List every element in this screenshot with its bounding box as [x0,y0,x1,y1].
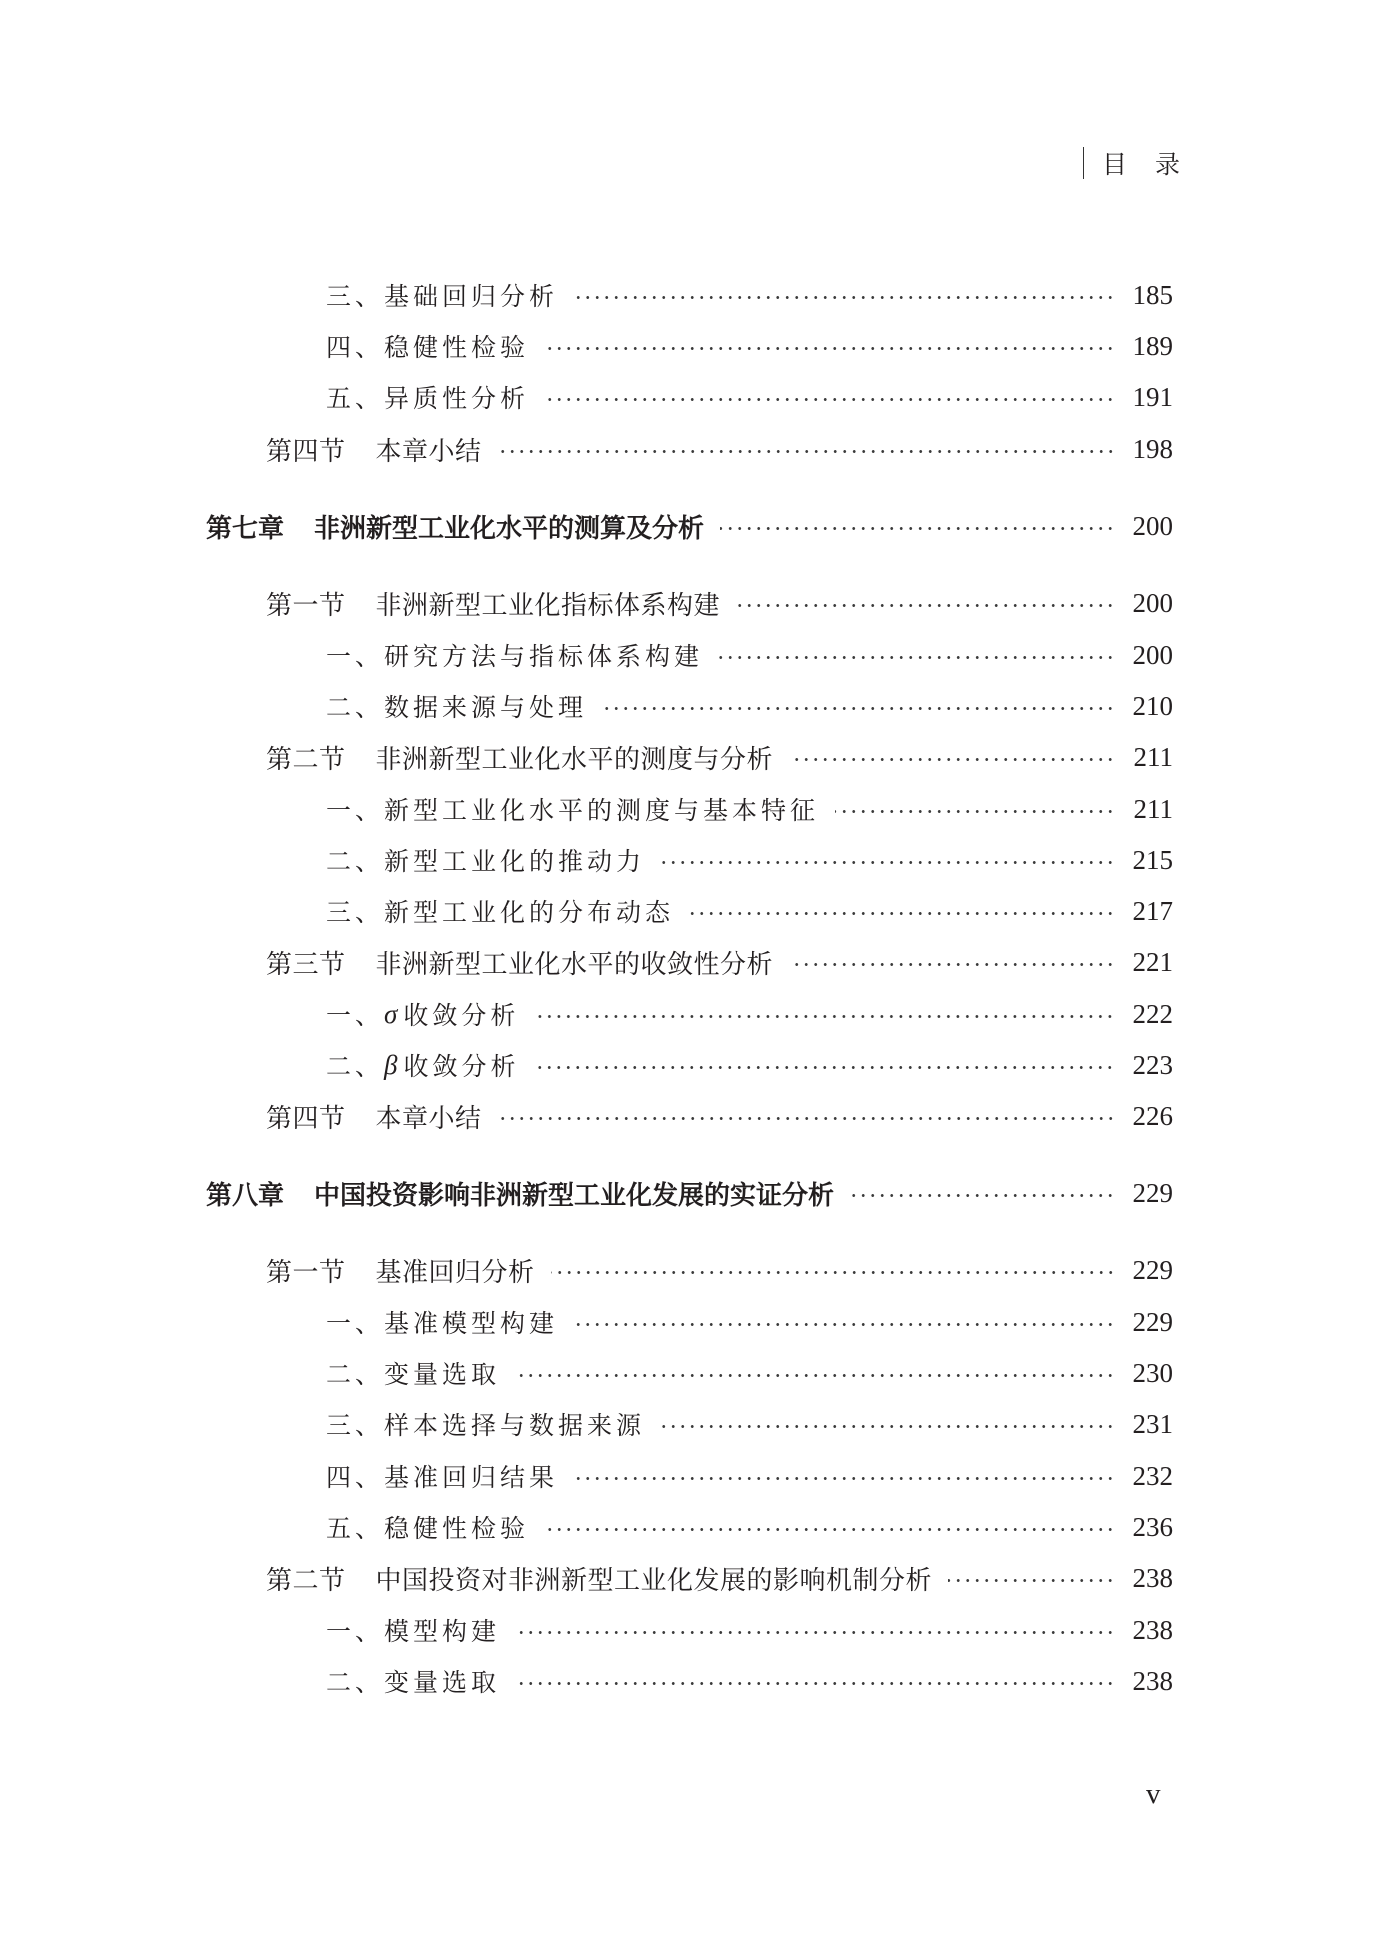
toc-entry-page: 200 [1132,587,1173,618]
dot-leader [603,706,1115,711]
toc-entry-title [266,944,773,981]
toc-entry[interactable] [326,995,1173,1033]
toc-entry-title: 二、新型工业化的推动力 [326,847,646,876]
toc-entry-title: 五、异质性分析 [326,384,530,413]
toc-entry[interactable] [326,1046,1173,1084]
toc-entry[interactable] [326,1508,1173,1546]
toc-entry-page: 232 [1132,1460,1173,1491]
toc-entry-title: 五、稳健性检验 [326,1514,530,1543]
toc-entry-page: 226 [1132,1100,1173,1131]
toc-entry-title [206,1175,834,1212]
toc-entry-page: 217 [1132,895,1173,926]
toc-entry[interactable] [326,327,1173,365]
chapter-number: 第七章 [206,513,285,544]
toc-entry-title [326,1047,519,1083]
running-head-divider [1083,147,1084,179]
toc-entry-page: 223 [1132,1049,1173,1080]
toc-entry[interactable] [326,1611,1173,1649]
toc-entry-page: 230 [1132,1357,1173,1388]
toc-entry-title [266,431,482,468]
sigma-symbol: σ [384,998,398,1029]
toc-entry-title [266,1560,932,1597]
toc-entry[interactable] [326,1662,1173,1700]
dot-leader [516,1630,1115,1635]
toc-section-entry[interactable] [266,1251,1173,1289]
toc-section-entry[interactable] [266,430,1173,468]
toc-entry-title: 二、变量选取 [326,1668,501,1697]
toc-entry-page: 210 [1132,690,1173,721]
dot-leader [574,1322,1115,1327]
section-number: 第四节 [266,436,346,467]
entry-text: 收敛分析 [403,1001,520,1030]
toc-entry-page: 211 [1133,793,1173,824]
dot-leader [516,1373,1115,1378]
toc-entry-page: 211 [1133,741,1173,772]
chapter-title: 中国投资影响非洲新型工业化发展的实证分析 [314,1180,835,1211]
toc-entry-title: 四、基准回归结果 [326,1463,559,1492]
dot-leader [690,911,1115,916]
dot-leader [535,1014,1115,1019]
section-number: 第四节 [266,1103,346,1134]
dot-leader [545,397,1115,402]
section-title: 非洲新型工业化指标体系构建 [375,590,721,621]
toc-entry-page: 229 [1132,1254,1173,1285]
section-number: 第二节 [266,1565,346,1596]
dot-leader [789,757,1115,762]
toc-entry-title: 一、研究方法与指标体系构建 [326,642,704,671]
page-number: v [1146,1778,1161,1810]
toc-entry-page: 229 [1132,1306,1173,1337]
dot-leader [789,962,1115,967]
toc-section-entry[interactable] [266,1559,1173,1597]
entry-text: 收敛分析 [403,1052,520,1081]
section-number: 第三节 [266,949,346,980]
section-number: 第二节 [266,744,346,775]
toc-entry-page: 215 [1132,844,1173,875]
toc-entry-page: 200 [1132,639,1173,670]
chapter-title: 非洲新型工业化水平的测算及分析 [314,513,705,544]
toc-entry[interactable] [326,636,1173,674]
toc-entry-page: 200 [1132,510,1173,541]
section-title: 中国投资对非洲新型工业化发展的影响机制分析 [375,1565,933,1596]
toc-entry-title: 三、新型工业化的分布动态 [326,898,675,927]
dot-leader [661,860,1115,865]
dot-leader [835,809,1115,814]
toc-entry-page: 238 [1132,1665,1173,1696]
entry-prefix: 二、 [326,1052,385,1081]
section-title: 基准回归分析 [375,1257,535,1288]
toc-entry[interactable] [326,276,1173,314]
dot-leader [850,1193,1115,1198]
chapter-number: 第八章 [206,1180,285,1211]
dot-leader [545,1527,1115,1532]
toc-entry-title: 三、基础回归分析 [326,282,559,311]
dot-leader [574,1476,1115,1481]
toc-entry-title [326,996,519,1032]
toc-chapter-entry[interactable] [206,507,1173,545]
toc-entry-title: 一、新型工业化水平的测度与基本特征 [326,796,820,825]
toc-entry[interactable] [326,1405,1173,1443]
section-title: 非洲新型工业化水平的测度与分析 [375,744,774,775]
dot-leader [736,603,1115,608]
toc-entry[interactable] [326,1303,1173,1341]
dot-leader [551,1270,1115,1275]
toc-entry[interactable] [326,378,1173,416]
toc-section-entry[interactable] [266,584,1173,622]
toc-entry-title: 三、样本选择与数据来源 [326,1411,646,1440]
toc-entry-title: 二、变量选取 [326,1360,501,1389]
toc-entry[interactable] [326,790,1173,828]
beta-symbol: β [384,1049,398,1080]
dot-leader [948,1578,1115,1583]
entry-prefix: 一、 [326,1001,385,1030]
dot-leader [535,1065,1115,1070]
toc-entry-page: 221 [1132,946,1173,977]
toc-entry-title: 二、数据来源与处理 [326,693,588,722]
dot-leader [516,1681,1115,1686]
toc-entry-page: 238 [1132,1614,1173,1645]
section-title: 本章小结 [375,436,482,467]
dot-leader [498,449,1115,454]
toc-entry-page: 185 [1132,279,1173,310]
section-title: 本章小结 [375,1103,482,1134]
toc-chapter-entry[interactable] [206,1174,1173,1212]
toc-entry-page: 222 [1132,998,1173,1029]
toc-entry[interactable] [326,1457,1173,1495]
toc-entry[interactable] [326,892,1173,930]
toc-entry-page: 229 [1132,1177,1173,1208]
dot-leader [498,1116,1115,1121]
toc-entry-title: 一、基准模型构建 [326,1309,559,1338]
toc-entry[interactable] [326,687,1173,725]
section-number: 第一节 [266,590,346,621]
toc-entry-title [266,585,720,622]
toc-section-entry[interactable] [266,943,1173,981]
running-head [1083,146,1208,180]
toc-entry[interactable] [326,1354,1173,1392]
toc-entry-title [266,1252,535,1289]
toc-entry[interactable] [326,841,1173,879]
section-title: 非洲新型工业化水平的收敛性分析 [375,949,774,980]
dot-leader [661,1424,1115,1429]
toc-section-entry[interactable] [266,738,1173,776]
toc-entry-title: 一、模型构建 [326,1617,501,1646]
dot-leader [574,295,1115,300]
toc-entry-title [206,508,704,545]
toc-entry-page: 231 [1132,1408,1173,1439]
section-number: 第一节 [266,1257,346,1288]
toc-entry-title: 四、稳健性检验 [326,333,530,362]
dot-leader [720,526,1115,531]
dot-leader [545,346,1115,351]
toc-entry-page: 191 [1132,381,1173,412]
dot-leader [719,655,1115,660]
toc-entry-page: 238 [1132,1562,1173,1593]
running-head-title: 目录 [1102,150,1209,179]
toc-entry-title [266,739,773,776]
toc-entry-page: 198 [1132,433,1173,464]
toc-entry-title [266,1098,482,1135]
toc-entry-page: 189 [1132,330,1173,361]
toc-entry-page: 236 [1132,1511,1173,1542]
toc-section-entry[interactable] [266,1097,1173,1135]
